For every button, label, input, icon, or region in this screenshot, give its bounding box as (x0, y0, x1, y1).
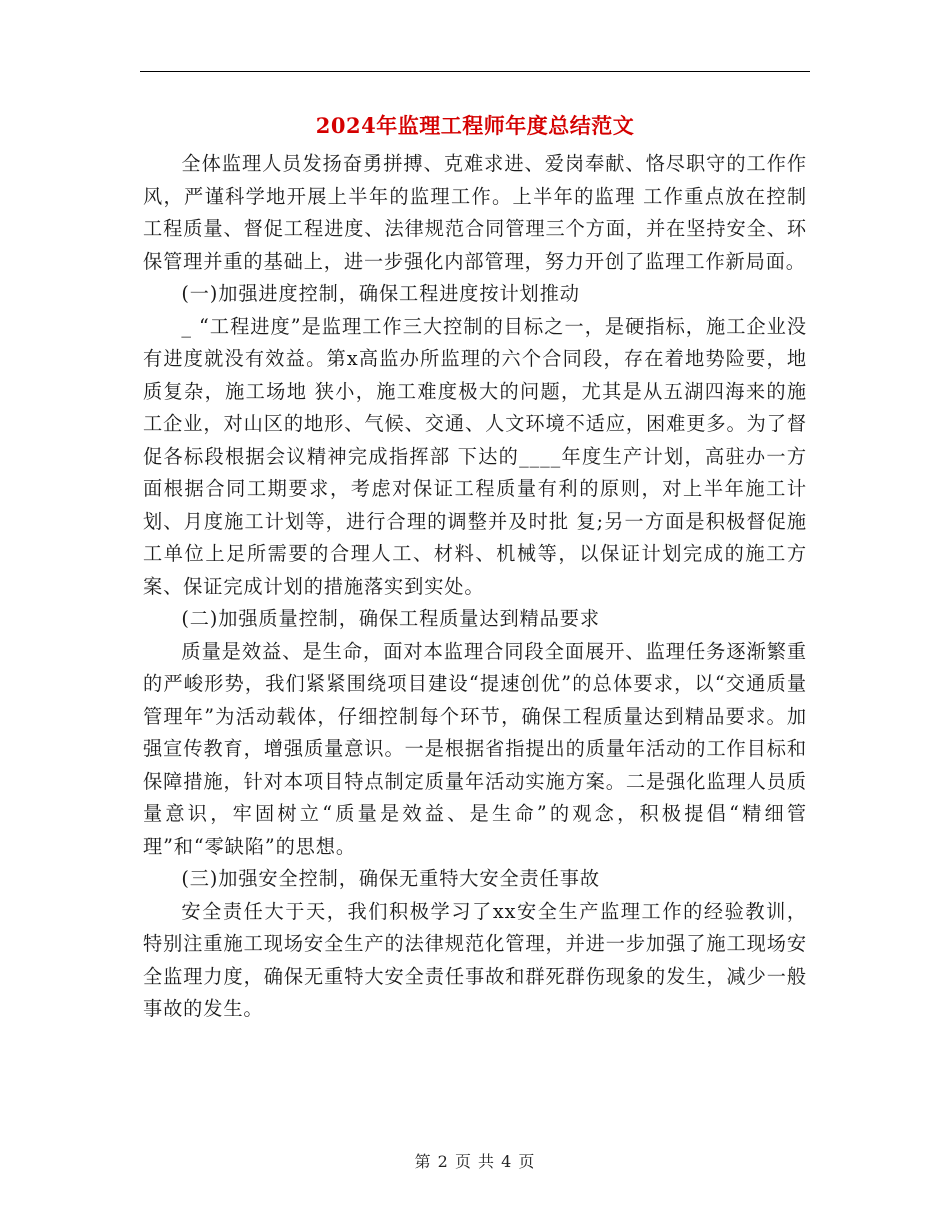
safety-control-paragraph: 安全责任大于天，我们积极学习了xx安全生产监理工作的经验教训，特别注重施工现场安全生产的法律规范化管理，并进一步加强了施工现场安全监理力度，确保无重特大安全责任事故和群死群伤现象的发生，减少一般事故的发生。 (143, 899, 807, 1020)
document-title: 2024年监理工程师年度总结范文 (315, 113, 635, 138)
section-heading-schedule-control: (一)加强进度控制，确保工程进度按计划推动 (181, 282, 580, 305)
intro-paragraph: 全体监理人员发扬奋勇拼搏、克难求进、爱岗奉献、恪尽职守的工作作风，严谨科学地开展上半年的监理工作。上半年的监理 工作重点放在控制工程质量、督促工程进度、法律规范合同管理三个方面，并在坚持安全、环保管理并重的基础上，进一步强化内部管理，努力开创了监理工作新局面。 (143, 152, 807, 273)
document-body (143, 148, 807, 1026)
section-heading-quality-control: (二)加强质量控制，确保工程质量达到精品要求 (181, 607, 600, 630)
quality-control-paragraph: 质量是效益、是生命，面对本监理合同段全面展开、监理任务逐渐繁重的严峻形势，我们紧紧围绕项目建设“提速创优”的总体要求，以“交通质量管理年”为活动载体，仔细控制每个环节，确保工程质量达到精品要求。加强宣传教育，增强质量意识。一是根据省指提出的质量年活动的工作目标和保障措施，针对本项目特点制定质量年活动实施方案。二是强化监理人员质量意识，牢固树立“质量是效益、是生命”的观念，积极提倡“精细管理”和“零缺陷”的思想。 (143, 639, 807, 858)
header-rule (140, 71, 810, 72)
section-heading-safety-control: (三)加强安全控制，确保无重特大安全责任事故 (181, 867, 600, 890)
schedule-control-paragraph: _ “工程进度”是监理工作三大控制的目标之一，是硬指标，施工企业没有进度就没有效益。第x高监办所监理的六个合同段，存在着地势险要，地质复杂，施工场地 狭小，施工难度极大的问题，尤其是从五湖四海来的施工企业，对山区的地形、气候、交通、人文环境不适应，困难更多。为了督促各标段根据会议精神完成指挥部 下达的____年度生产计划，高驻办一方面根据合同工期要求，考虑对保证工程质量有利的原则，对上半年施工计划、月度施工计划等，进行合理的调整并及时批 复;另一方面是积极督促施工单位上足所需要的合理人工、材料、机械等，以保证计划完成的施工方案、保证完成计划的措施落实到实处。 (143, 314, 807, 598)
page-footer: 第 2 页 共 4 页 (414, 1152, 536, 1171)
